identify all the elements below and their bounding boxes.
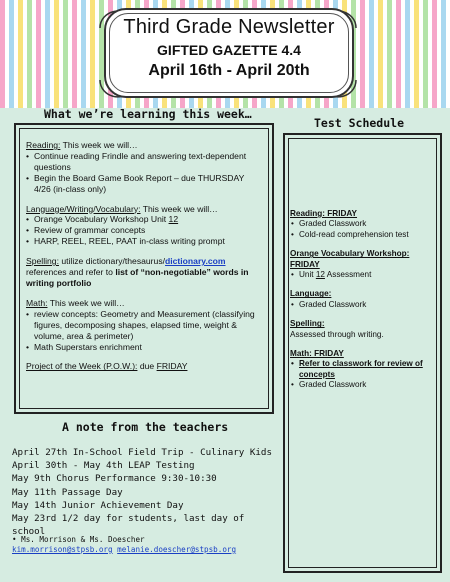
dictionary-link[interactable]: dictionary.com (165, 256, 226, 267)
test-spelling-label: Spelling: (290, 319, 325, 329)
list-item: April 30th - May 4th LEAP Testing (12, 460, 195, 472)
list-item: • Review of grammar concepts (26, 225, 262, 236)
list-item: May 23rd 1/2 day for students, last day of school (12, 513, 245, 538)
newsletter-title-box (104, 8, 354, 98)
pow-due: FRIDAY (156, 361, 188, 372)
test-language-label: Language: (290, 289, 332, 299)
learning-content (26, 140, 262, 372)
list-item: • Graded Classwork (290, 219, 438, 229)
learning-heading: What we’re learning this week… (44, 107, 252, 121)
list-item: • Math Superstars enrichment (26, 342, 262, 353)
test-vocab (290, 249, 438, 280)
list-item: May 9th Chorus Performance 9:30-10:30 (12, 473, 217, 485)
reading-intro: This week we will… (60, 140, 138, 150)
spelling-label: Spelling: (26, 256, 59, 267)
test-schedule-heading: Test Schedule (314, 116, 405, 130)
spelling-section: Spelling: utilize dictionary/thesaurus/dictionary.com references and refer to list of “non-negotiable” words in writing portfolio (26, 256, 249, 288)
newsletter-title: Third Grade Newsletter (123, 16, 335, 38)
test-schedule-content (290, 209, 438, 400)
list-item: • Unit 12 Assessment (290, 270, 438, 280)
reading-section (26, 140, 262, 195)
list-item: • Begin the Board Game Book Report – due THURSDAY 4/26 (in-class only) (26, 173, 262, 195)
email-link-morrison[interactable]: kim.morrison@stpsb.org (12, 545, 113, 554)
list-item: May 11th Passage Day (12, 486, 123, 498)
list-item: • review concepts: Geometry and Measurement (classifying figures, decomposing shapes, elapsed time, weight & volume, area & perimeter) (26, 309, 262, 342)
reading-label: Reading: (26, 140, 61, 150)
email-link-doescher[interactable]: melanie.doescher@stpsb.org (117, 545, 237, 554)
signature-names: • Ms. Morrison & Ms. Doescher (12, 535, 145, 544)
test-reading-label: Reading: FRIDAY (290, 209, 358, 218)
newsletter-subtitle: GIFTED GAZETTE 4.4 (157, 42, 301, 58)
test-language (290, 289, 438, 310)
list-item: May 14th Junior Achievement Day (12, 499, 184, 511)
event-list (12, 446, 280, 538)
list-item: • Graded Classwork (290, 380, 438, 390)
newsletter-dates: April 16th - April 20th (148, 62, 310, 79)
test-vocab-label: Orange Vocabulary Workshop: FRIDAY (290, 249, 410, 269)
list-item: • Orange Vocabulary Workshop Unit 12 (26, 214, 262, 225)
language-section (26, 204, 262, 248)
list-item: • Graded Classwork (290, 300, 438, 310)
pow-label: Project of the Week (P.O.W.): (26, 361, 138, 372)
teacher-signature (12, 535, 280, 555)
teachers-note-heading: A note from the teachers (62, 420, 229, 434)
list-item: • Continue reading Frindle and answering text-dependent questions (26, 151, 262, 173)
test-spelling-text: Assessed through writing. (290, 329, 384, 339)
list-item: • HARP, REEL, REEL, PAAT in-class writing prompt (26, 236, 262, 247)
language-intro: This week we will… (140, 203, 218, 214)
test-reading (290, 209, 438, 240)
list-item: • Cold-read comprehension test (290, 230, 438, 240)
list-item: April 27th In-School Field Trip - Culinary Kids (12, 447, 272, 458)
test-spelling (290, 319, 438, 340)
math-intro: This week we will… (47, 297, 125, 308)
language-label: Language/Writing/Vocabulary: (26, 203, 141, 214)
math-label: Math: (26, 297, 48, 308)
header-banner (0, 0, 450, 108)
math-section (26, 298, 262, 353)
list-item: • Refer to classwork for review of concepts (290, 359, 438, 380)
test-math-label: Math: FRIDAY (290, 349, 344, 359)
test-math (290, 349, 438, 391)
pow-section: Project of the Week (P.O.W.): due FRIDAY (26, 361, 188, 372)
